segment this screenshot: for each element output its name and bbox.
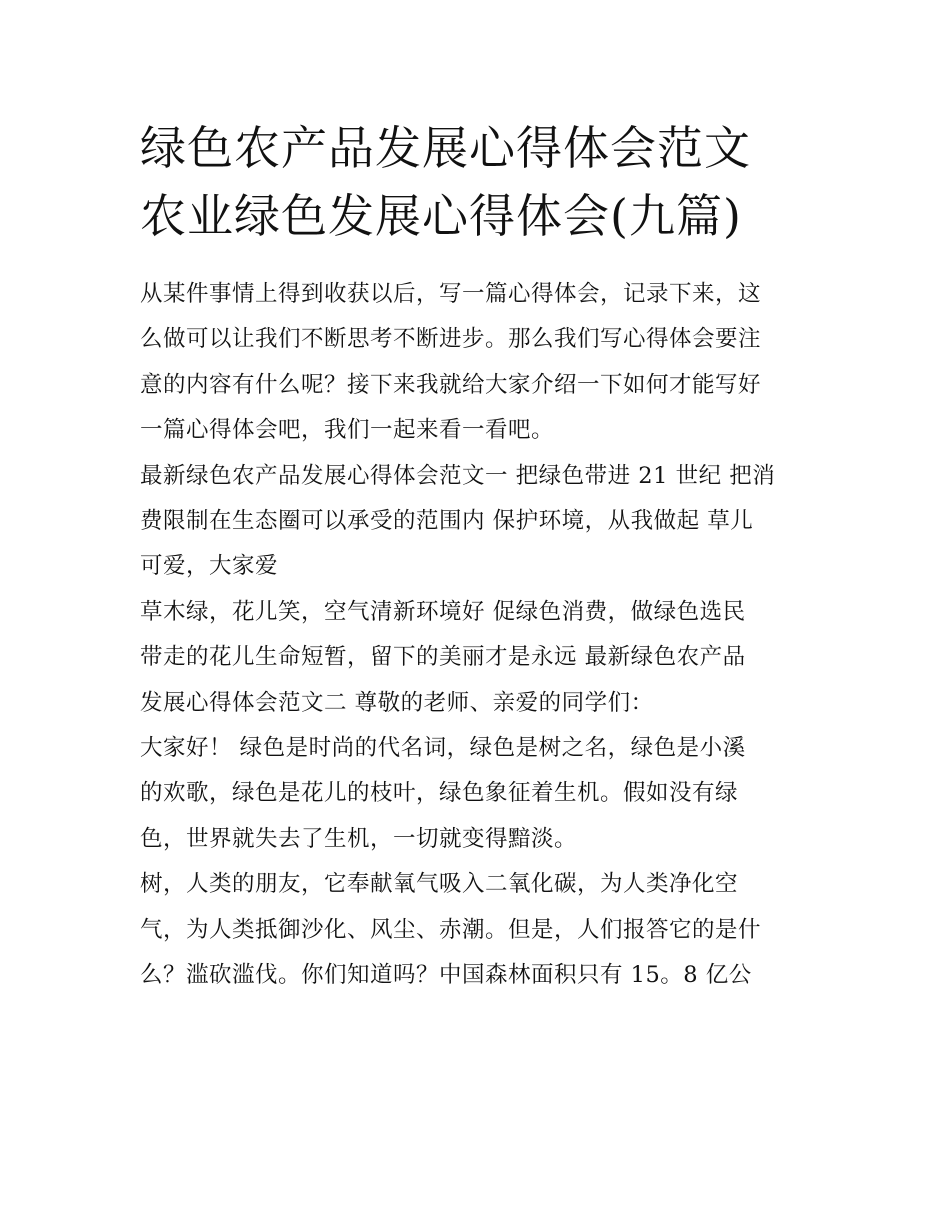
title-line: 绿色农产品发展心得体会范文 (140, 121, 751, 175)
document-title (140, 114, 814, 250)
text-line: 可爱，大家爱 (140, 553, 279, 580)
text-line: 发展心得体会范文二 尊敬的老师、亲爱的同学们： (140, 689, 654, 716)
text-line: 从某件事情上得到收获以后，写一篇心得体会，记录下来，这 (140, 281, 762, 307)
text-line: 一篇心得体会吧，我们一起来看一看吧。 (140, 417, 555, 444)
text-line: 么？滥砍滥伐。你们知道吗？中国森林面积只有 15。8 亿公 (140, 962, 752, 989)
document-page (140, 114, 814, 999)
paragraph-trees (140, 862, 814, 998)
text-line: 么做可以让我们不断思考不断进步。那么我们写心得体会要注 (140, 326, 762, 353)
text-line: 意的内容有什么呢？接下来我就给大家介绍一下如何才能写好 (140, 371, 762, 398)
text-line: 气，为人类抵御沙化、风尘、赤潮。但是，人们报答它的是什 (140, 916, 762, 943)
text-line: 草木绿，花儿笑，空气清新环境好 促绿色消费，做绿色选民 (140, 598, 746, 625)
text-line: 树，人类的朋友，它奉献氧气吸入二氧化碳，为人类净化空 (140, 871, 739, 898)
text-line: 费限制在生态圈可以承受的范围内 保护环境，从我做起 草儿 (140, 508, 754, 535)
text-line: 带走的花儿生命短暂，留下的美丽才是永远 最新绿色农产品 (140, 644, 746, 671)
paragraph-greeting (140, 726, 814, 862)
paragraph-essay-one (140, 454, 814, 590)
paragraph-slogans (140, 590, 814, 726)
text-line: 最新绿色农产品发展心得体会范文一 把绿色带进 21 世纪 把消 (140, 462, 776, 489)
text-line: 色，世界就失去了生机，一切就变得黯淡。 (140, 825, 578, 852)
text-line: 大家好！ 绿色是时尚的代名词，绿色是树之名，绿色是小溪 (140, 735, 746, 762)
text-line: 的欢歌，绿色是花儿的枝叶，绿色象征着生机。假如没有绿 (140, 780, 739, 807)
paragraph-intro (140, 272, 814, 454)
title-line: 农业绿色发展心得体会(九篇) (140, 189, 742, 243)
